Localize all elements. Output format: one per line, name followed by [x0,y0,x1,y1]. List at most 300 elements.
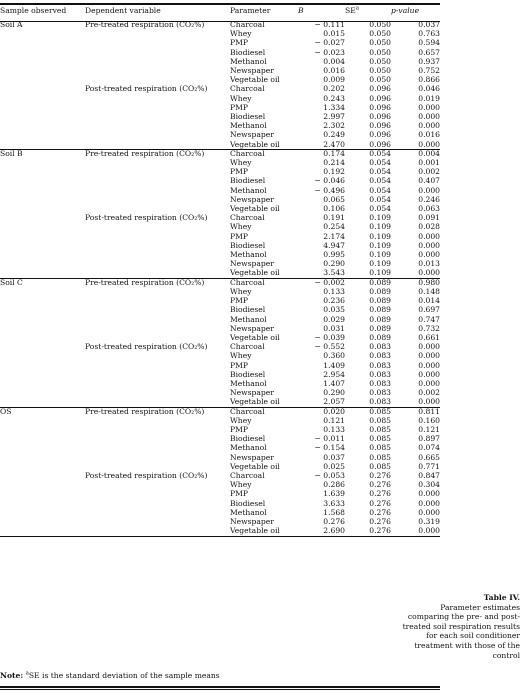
cell-sample [0,508,85,517]
cell-se: 0.050 [369,56,391,66]
cell-dependent: Pre-treated respiration (CO₂%) [85,148,205,158]
cell-parameter: PMP [230,424,248,434]
table-row [0,167,440,176]
cell-b: 0.025 [323,461,345,471]
cell-p: 0.665 [418,452,440,462]
cell-parameter: PMP [230,102,248,112]
cell-b: 1.568 [323,507,345,517]
cell-se: 0.054 [369,185,391,195]
cell-se: 0.050 [369,75,391,85]
cell-se: 0.276 [369,470,391,480]
cell-sample [0,121,85,130]
table-row [0,351,440,360]
cell-sample [0,140,85,149]
cell-p: 0.160 [418,415,440,425]
col-header-parameter: Parameter [230,6,271,15]
cell-parameter: Vegetable oil [230,204,280,214]
cell-dependent [85,489,230,498]
cell-sample [0,167,85,176]
cell-p: 0.000 [418,526,440,536]
cell-p: 0.897 [418,434,440,444]
cell-sample [0,315,85,324]
cell-p: 0.661 [418,332,440,342]
caption-text: Parameter estimates comparing the pre- and post-treated soil respiration results for each soil conditioner treatment with those of the control [402,602,520,660]
table-row [0,250,440,259]
cell-p: 0.000 [418,121,440,131]
cell-se: 0.096 [369,102,391,112]
cell-p: 0.697 [418,305,440,315]
cell-se: 0.276 [369,489,391,499]
cell-parameter: Biodiesel [230,369,266,379]
table-row [0,388,440,397]
cell-b: 1.639 [323,489,345,499]
cell-se: 0.083 [369,388,391,398]
cell-sample [0,370,85,379]
cell-p: 0.811 [418,406,440,416]
cell-dependent [85,29,230,38]
table-end-rule [0,536,440,537]
cell-se: 0.050 [369,66,391,76]
cell-parameter: Vegetable oil [230,75,280,85]
table-row [0,75,440,84]
cell-parameter: Vegetable oil [230,461,280,471]
table-row [0,57,440,66]
cell-se: 0.083 [369,397,391,407]
cell-dependent: Pre-treated respiration (CO₂%) [85,20,205,29]
cell-parameter: Whey [230,29,252,39]
cell-b: 0.236 [323,296,345,306]
cell-sample [0,84,85,93]
cell-parameter: Methanol [230,378,267,388]
cell-p: 0.000 [418,351,440,361]
cell-b: 0.133 [323,286,345,296]
cell-se: 0.089 [369,277,391,287]
cell-parameter: Vegetable oil [230,397,280,407]
cell-se: 0.096 [369,93,391,103]
cell-se: 0.085 [369,461,391,471]
cell-dependent [85,232,230,241]
cell-sample [0,296,85,305]
cell-p: 0.000 [418,369,440,379]
cell-p: 0.000 [418,231,440,241]
table-row [0,443,440,452]
cell-b: − 0.002 [314,277,345,287]
cell-b: 0.290 [323,388,345,398]
cell-parameter: Newspaper [230,388,274,398]
cell-se: 0.109 [369,213,391,223]
col-header-b [298,6,345,20]
note-sup: a [25,670,29,677]
cell-b: 0.290 [323,259,345,269]
cell-dependent: Post-treated respiration (CO₂%) [85,84,208,94]
table-row [0,397,440,406]
cell-dependent [85,176,230,185]
table-row [0,66,440,75]
cell-p: 0.771 [418,461,440,471]
cell-se: 0.054 [369,194,391,204]
cell-b: − 0.154 [314,443,345,453]
cell-parameter: Charcoal [230,148,265,158]
cell-parameter: Biodiesel [230,47,266,57]
cell-b: 0.065 [323,194,345,204]
cell-dependent [85,140,230,149]
table-row [0,38,440,47]
cell-dependent [85,499,230,508]
caption-title: Table IV. [483,593,520,602]
cell-parameter: Whey [230,222,252,232]
cell-sample [0,287,85,296]
cell-dependent [85,167,230,176]
cell-parameter: PMP [230,296,248,306]
col-header-p: p-value [391,6,420,15]
cell-dependent [85,94,230,103]
cell-sample [0,425,85,434]
cell-parameter: Newspaper [230,259,274,269]
cell-sample [0,434,85,443]
cell-sample [0,195,85,204]
cell-p: 0.074 [418,443,440,453]
cell-sample [0,158,85,167]
table-row [0,499,440,508]
table-row [0,416,440,425]
cell-p: 0.763 [418,29,440,39]
table-row [0,296,440,305]
cell-b: 0.029 [323,314,345,324]
cell-p: 0.000 [418,397,440,407]
cell-p: 0.004 [418,148,440,158]
parameter-estimates-table [0,6,440,535]
cell-dependent [85,296,230,305]
cell-p: 0.752 [418,66,440,76]
table-row [0,333,440,342]
cell-sample [0,222,85,231]
cell-se: 0.276 [369,498,391,508]
cell-b: 0.133 [323,424,345,434]
cell-p: 0.319 [418,516,440,526]
cell-dependent [85,186,230,195]
cell-p: 0.091 [418,213,440,223]
cell-p: 0.866 [418,75,440,85]
cell-parameter: Charcoal [230,342,265,352]
cell-dependent [85,434,230,443]
table-row [0,407,440,416]
cell-p: 0.847 [418,470,440,480]
table-caption [402,593,520,660]
table-row [0,84,440,93]
cell-dependent: Post-treated respiration (CO₂%) [85,470,208,480]
cell-se: 0.096 [369,121,391,131]
cell-p: 0.000 [418,112,440,122]
cell-se: 0.054 [369,167,391,177]
cell-b: − 0.011 [314,434,345,444]
cell-parameter: Newspaper [230,66,274,76]
cell-p: 0.148 [418,286,440,296]
cell-dependent [85,462,230,471]
cell-dependent: Pre-treated respiration (CO₂%) [85,277,205,287]
cell-se: 0.054 [369,158,391,168]
cell-parameter: Methanol [230,443,267,453]
cell-se: 0.050 [369,38,391,48]
cell-parameter: Whey [230,480,252,490]
cell-dependent [85,130,230,139]
table-row [0,480,440,489]
cell-sample [0,112,85,121]
cell-p: 0.016 [418,130,440,140]
cell-dependent [85,158,230,167]
cell-parameter: Methanol [230,185,267,195]
cell-dependent [85,443,230,452]
cell-sample: OS [0,406,12,416]
cell-se: 0.085 [369,434,391,444]
cell-sample [0,333,85,342]
cell-p: 0.000 [418,378,440,388]
cell-b: 0.995 [323,250,345,260]
cell-b: − 0.053 [314,470,345,480]
cell-b: 2.057 [323,397,345,407]
cell-dependent [85,241,230,250]
cell-dependent [85,425,230,434]
cell-sample [0,94,85,103]
col-header-dependent: Dependent variable [85,6,161,15]
cell-b: 1.407 [323,378,345,388]
cell-p: 0.019 [418,93,440,103]
cell-sample [0,204,85,213]
cell-parameter: PMP [230,167,248,177]
cell-b: 0.009 [323,75,345,85]
cell-b: 0.202 [323,84,345,94]
cell-p: 0.657 [418,47,440,57]
table-row [0,434,440,443]
cell-se: 0.109 [369,231,391,241]
cell-parameter: Charcoal [230,406,265,416]
cell-se: 0.109 [369,222,391,232]
cell-parameter: Methanol [230,507,267,517]
cell-dependent [85,517,230,526]
table-row [0,112,440,121]
cell-p: 0.000 [418,360,440,370]
cell-b: 0.037 [323,452,345,462]
cell-dependent [85,121,230,130]
cell-p: 0.002 [418,388,440,398]
cell-se: 0.276 [369,526,391,536]
cell-sample [0,388,85,397]
cell-p: 0.980 [418,277,440,287]
cell-se: 0.089 [369,323,391,333]
cell-dependent [85,397,230,406]
cell-p: 0.000 [418,102,440,112]
cell-sample: Soil C [0,277,23,287]
cell-b: 0.214 [323,158,345,168]
cell-sample [0,462,85,471]
cell-se: 0.276 [369,516,391,526]
cell-p: 0.046 [418,84,440,94]
cell-sample [0,305,85,314]
table-row [0,140,440,149]
cell-sample [0,176,85,185]
cell-sample [0,324,85,333]
cell-b: − 0.496 [314,185,345,195]
cell-dependent [85,259,230,268]
cell-b: 0.106 [323,204,345,214]
cell-parameter: Biodiesel [230,240,266,250]
cell-b: 2.302 [323,121,345,131]
cell-dependent [85,526,230,535]
cell-p: 0.000 [418,240,440,250]
table-row [0,158,440,167]
cell-sample [0,66,85,75]
cell-parameter: Newspaper [230,194,274,204]
cell-dependent [85,351,230,360]
table-row [0,425,440,434]
cell-se: 0.089 [369,305,391,315]
cell-sample [0,268,85,277]
cell-sample [0,57,85,66]
table-row [0,315,440,324]
cell-parameter: Charcoal [230,470,265,480]
table-row [0,149,440,158]
table-row [0,94,440,103]
cell-parameter: Vegetable oil [230,268,280,278]
cell-dependent [85,315,230,324]
bottom-rule-2 [0,689,440,690]
group-rule-os [0,407,440,408]
cell-sample: Soil A [0,20,23,29]
table-row [0,379,440,388]
cell-se: 0.276 [369,507,391,517]
table-row [0,526,440,535]
col-header-sample: Sample observed [0,6,67,15]
cell-p: 0.013 [418,259,440,269]
table-row [0,121,440,130]
cell-sample [0,453,85,462]
cell-se: 0.054 [369,148,391,158]
cell-b: − 0.039 [314,332,345,342]
table-row [0,268,440,277]
cell-p: 0.000 [418,139,440,149]
table-row [0,517,440,526]
cell-p: 0.121 [418,424,440,434]
cell-sample [0,517,85,526]
table-row [0,176,440,185]
cell-se: 0.096 [369,139,391,149]
cell-dependent [85,324,230,333]
cell-b: 0.191 [323,213,345,223]
note-label: Note: [0,671,24,680]
cell-dependent: Post-treated respiration (CO₂%) [85,342,208,352]
top-rule [0,3,440,5]
cell-p: 0.594 [418,38,440,48]
table-row [0,48,440,57]
cell-b: 0.254 [323,222,345,232]
table-row [0,471,440,480]
cell-dependent [85,103,230,112]
cell-sample [0,342,85,351]
cell-p: 0.000 [418,342,440,352]
cell-se: 0.109 [369,268,391,278]
cell-parameter: Biodiesel [230,305,266,315]
cell-se: 0.054 [369,204,391,214]
cell-p: 0.304 [418,480,440,490]
cell-se: 0.085 [369,424,391,434]
cell-sample [0,489,85,498]
table-row [0,213,440,222]
cell-sample [0,351,85,360]
cell-se: 0.050 [369,47,391,57]
cell-b: 0.020 [323,406,345,416]
table-row [0,204,440,213]
cell-b: 2.470 [323,139,345,149]
cell-p: 0.407 [418,176,440,186]
table-row [0,489,440,498]
cell-p: 0.028 [418,222,440,232]
cell-sample [0,241,85,250]
cell-parameter: Methanol [230,56,267,66]
cell-p: 0.000 [418,489,440,499]
table-row [0,324,440,333]
table-row [0,29,440,38]
cell-dependent [85,388,230,397]
cell-sample [0,499,85,508]
table-row [0,103,440,112]
cell-dependent [85,453,230,462]
cell-se: 0.083 [369,369,391,379]
cell-parameter: Vegetable oil [230,139,280,149]
cell-sample [0,480,85,489]
cell-p: 0.000 [418,250,440,260]
cell-b: 0.360 [323,351,345,361]
cell-parameter: Methanol [230,250,267,260]
cell-se: 0.089 [369,296,391,306]
cell-se: 0.050 [369,20,391,29]
cell-b: − 0.552 [314,342,345,352]
cell-p: 0.014 [418,296,440,306]
cell-b: − 0.046 [314,176,345,186]
cell-parameter: PMP [230,38,248,48]
cell-b: − 0.111 [314,20,345,29]
cell-p: 0.732 [418,323,440,333]
cell-p: 0.000 [418,185,440,195]
cell-sample [0,75,85,84]
cell-b: 0.243 [323,93,345,103]
cell-dependent: Pre-treated respiration (CO₂%) [85,406,205,416]
cell-dependent [85,379,230,388]
bottom-rule-1 [0,686,440,688]
table-row [0,361,440,370]
cell-sample [0,471,85,480]
cell-sample [0,397,85,406]
table-row [0,232,440,241]
cell-dependent [85,222,230,231]
cell-b: 1.334 [323,102,345,112]
cell-sample [0,361,85,370]
cell-se: 0.096 [369,112,391,122]
cell-b: 0.016 [323,66,345,76]
cell-parameter: Newspaper [230,452,274,462]
cell-dependent [85,370,230,379]
cell-se: 0.109 [369,240,391,250]
cell-se: 0.109 [369,250,391,260]
table-row [0,195,440,204]
cell-sample: Soil B [0,148,23,158]
cell-b: 3.543 [323,268,345,278]
cell-b: 0.192 [323,167,345,177]
cell-dependent [85,195,230,204]
table-row [0,305,440,314]
cell-dependent [85,287,230,296]
cell-parameter: Methanol [230,121,267,131]
group-rule-soil-b [0,149,440,150]
cell-se: 0.089 [369,286,391,296]
